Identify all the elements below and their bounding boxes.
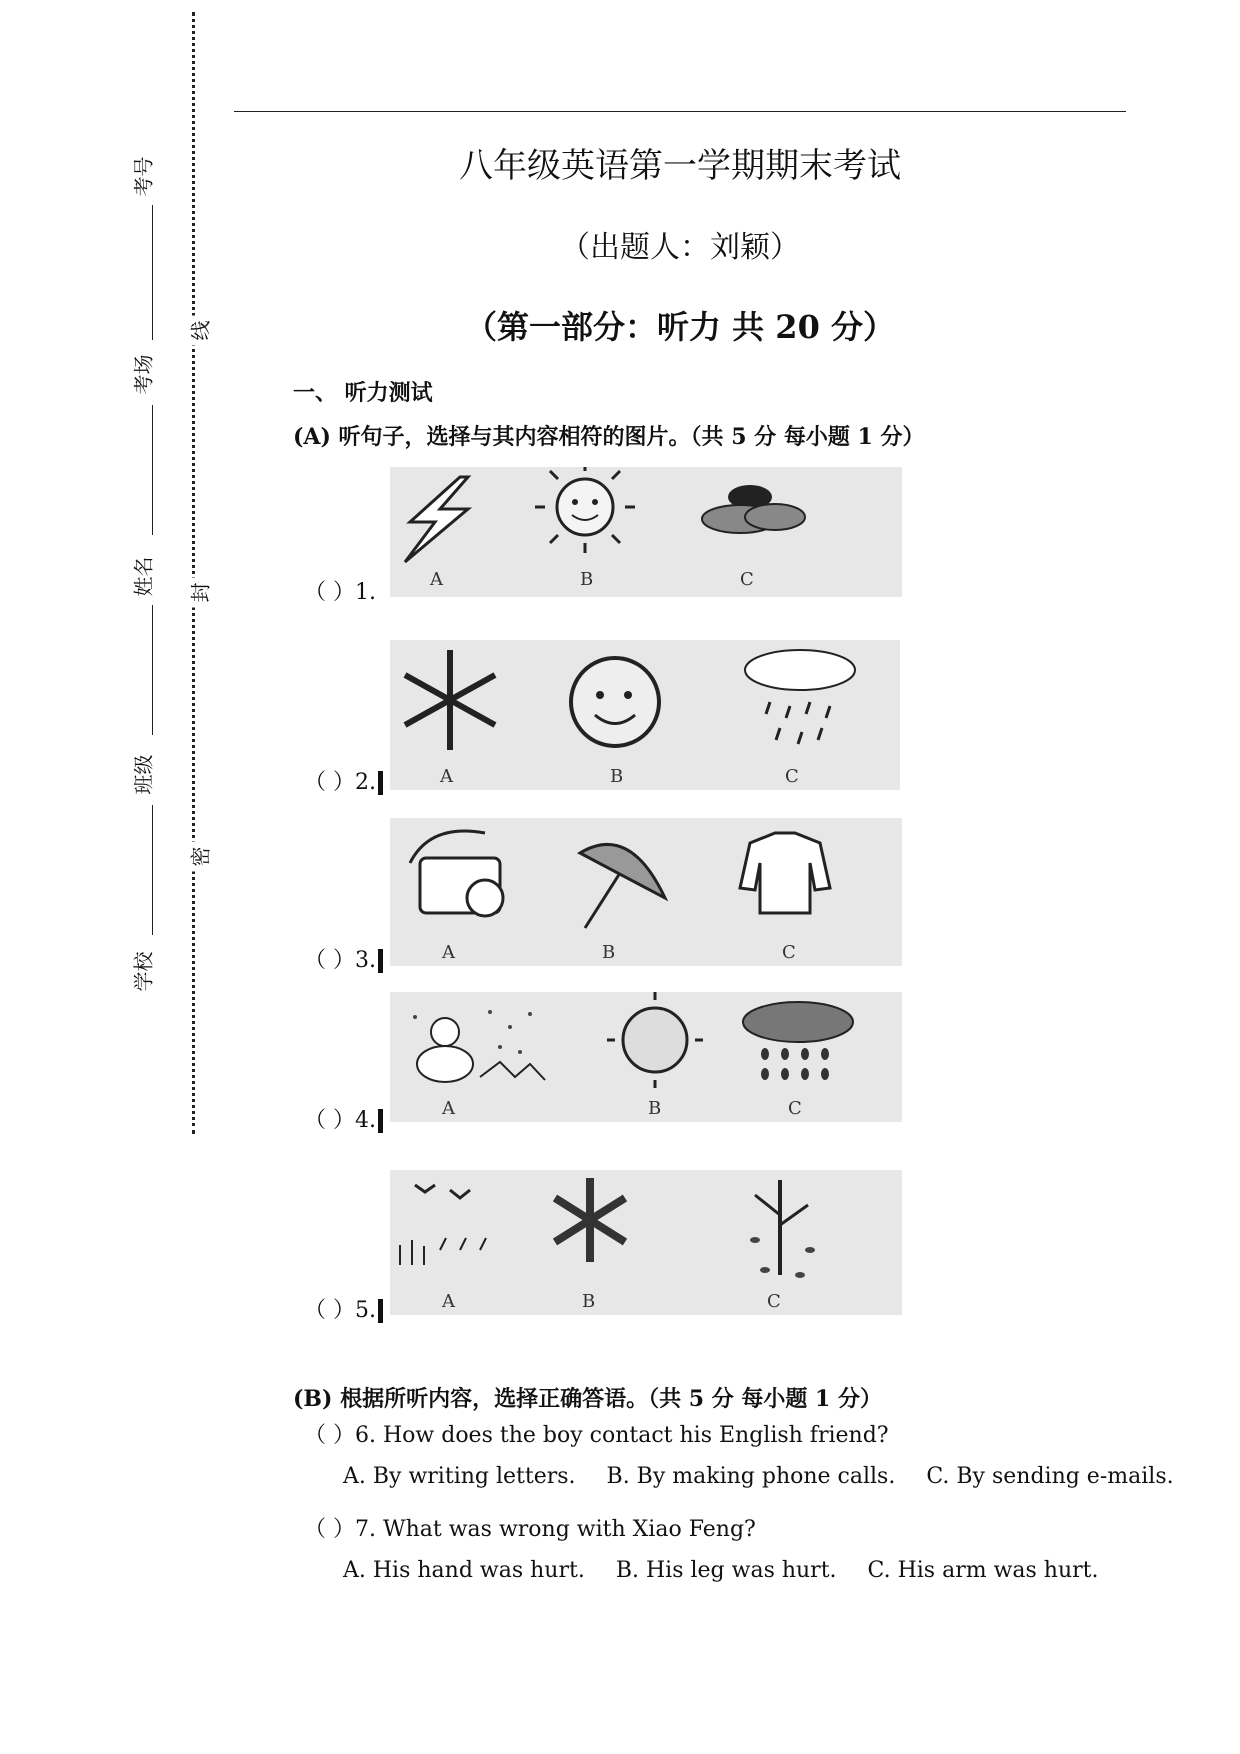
option-b-label: B [610,766,624,787]
name-label: 姓名 [131,556,156,597]
exam-number-blank [152,205,153,340]
option-a-label: A [442,942,455,963]
option-a-label: A [442,1098,455,1119]
option-b-label: B [602,942,616,963]
option-c-label: C [782,942,796,963]
q6-option-c: C. By sending e-mails. [926,1464,1174,1489]
option-c-label: C [740,569,754,590]
autumn-tree-icon [750,1180,815,1278]
seal-seal: 封 [185,578,214,608]
option-b-label: B [582,1291,596,1312]
part-b-instruction: (B) 根据所听内容，选择正确答语。（共 5 分 每小题 1 分） [293,1386,882,1412]
question-7: （ ）7. What was wrong with Xiao Feng? [304,1517,756,1542]
q5-picture-strip [390,1170,902,1315]
answer-mark [378,1109,383,1133]
part-a-instruction: (A) 听句子，选择与其内容相符的图片。（共 5 分 每小题 1 分） [293,424,925,450]
q1-picture-strip [390,467,902,597]
rain-cloud-icon [743,1002,853,1080]
q7-option-c: C. His arm was hurt. [867,1558,1099,1583]
question-6-options [343,1464,1198,1489]
exam-author: （出题人：刘颖） [560,230,800,265]
question-4-label: （ ）4. [304,1108,376,1133]
option-c-label: C [767,1291,781,1312]
question-7-options [343,1558,1123,1583]
part-heading: （第一部分：听力 共 20 分） [465,308,895,346]
q3-picture-strip [390,818,902,966]
q4-picture-strip [390,992,902,1122]
sun-icon [535,467,635,553]
exam-room-blank [152,405,153,535]
section-heading: 一、 听力测试 [293,380,433,406]
binding-dotted-line [192,12,195,1134]
question-5 [304,1293,383,1324]
q2-picture-strip [390,640,900,790]
question-1 [304,575,376,606]
option-a-label: A [430,569,443,590]
class-blank [152,805,153,935]
question-1-label: （ ）1. [304,580,376,605]
camera-icon [410,831,503,916]
sun-icon [607,992,703,1088]
option-c-label: C [788,1098,802,1119]
snowflake-icon [405,650,495,750]
sun-icon [571,658,659,746]
option-c-label: C [785,766,799,787]
question-4 [304,1103,383,1134]
snowman-icon [413,1010,545,1082]
answer-mark [378,771,383,795]
exam-room-label: 考场 [131,354,156,395]
exam-number-label: 考号 [131,156,156,197]
lightning-icon [405,477,468,562]
sweater-icon [740,833,830,913]
rain-cloud-icon [745,650,855,744]
question-2 [304,765,383,796]
question-3-label: （ ）3. [304,948,376,973]
seal-secret: 密 [185,842,214,872]
option-a-label: A [442,1291,455,1312]
seal-line: 线 [185,316,214,346]
question-5-label: （ ）5. [304,1298,376,1323]
exam-title: 八年级英语第一学期期末考试 [459,146,901,186]
question-6: （ ）6. How does the boy contact his English friend? [304,1423,889,1448]
option-b-label: B [580,569,594,590]
answer-mark [378,949,383,973]
option-b-label: B [648,1098,662,1119]
question-3 [304,943,383,974]
name-blank [152,605,153,735]
class-label: 班级 [131,754,156,795]
snowflake-icon [555,1178,625,1262]
option-a-label: A [440,766,453,787]
q6-option-b: B. By making phone calls. [606,1464,896,1489]
school-label: 学校 [131,951,156,992]
q6-option-a: A. By writing letters. [343,1464,576,1489]
binding-margin [0,0,213,1754]
q7-option-a: A. His hand was hurt. [343,1558,585,1583]
cloudy-icon [702,485,805,533]
header-rule [234,111,1126,112]
q7-option-b: B. His leg was hurt. [615,1558,837,1583]
umbrella-icon [580,844,665,928]
spring-birds-icon [400,1185,486,1265]
question-2-label: （ ）2. [304,770,376,795]
answer-mark [378,1299,383,1323]
